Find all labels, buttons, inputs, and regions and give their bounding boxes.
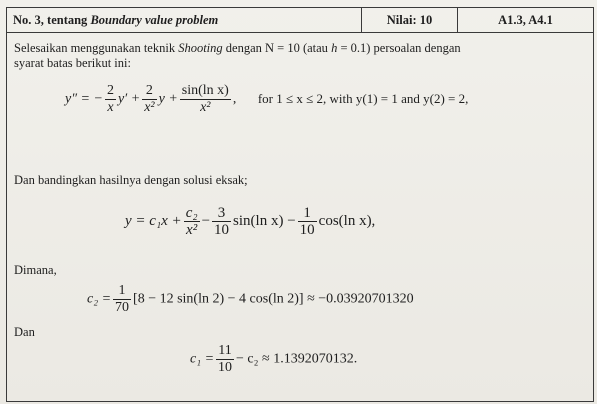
ode-frac-3-den: x² — [200, 100, 211, 115]
exact-minus: − — [201, 212, 211, 229]
where-text: Dimana, — [14, 263, 57, 277]
ode-frac-1-num: 2 — [106, 83, 114, 98]
intro-paragraph — [14, 41, 461, 71]
intro-text-2: dengan N = 10 (atau — [222, 41, 332, 55]
problem-body — [7, 33, 594, 402]
exact-lhs: y = c₁x + — [125, 212, 182, 229]
ode-equation — [65, 83, 468, 116]
exact-frac-2-num: 3 — [212, 205, 231, 222]
exact-frac-2 — [212, 205, 231, 238]
ode-frac-3-num: sin(ln x) — [181, 83, 229, 98]
intro-text-3: = 0.1) persoalan dengan — [337, 41, 461, 55]
compare-text: Dan bandingkan hasilnya dengan solusi eksak; — [14, 173, 248, 187]
codes-cell: A1.3, A4.1 — [458, 8, 594, 33]
c1-rhs: − c₂ ≈ 1.1392070132. — [236, 351, 358, 367]
c2-rhs: [8 − 12 sin(ln 2) − 4 cos(ln 2)] ≈ −0.03920701320 — [133, 291, 414, 307]
problem-topic: Boundary value problem — [90, 12, 219, 27]
c2-frac-den: 70 — [115, 300, 130, 315]
c2-equation — [87, 283, 414, 316]
ode-frac-1 — [105, 83, 116, 116]
ode-boundary-conditions: for 1 ≤ x ≤ 2, with y(1) = 1 and y(2) = 2, — [257, 90, 469, 106]
ode-term-1: y′ + — [117, 91, 141, 107]
ode-frac-3 — [180, 83, 231, 116]
exact-term-2: sin(ln x) − — [233, 212, 296, 229]
c2-frac — [113, 283, 131, 316]
c1-frac-num: 11 — [216, 343, 234, 360]
ode-frac-2 — [142, 83, 156, 116]
ode-comma: , — [232, 91, 237, 107]
c2-lhs: c₂ = — [87, 291, 112, 307]
ode-term-2: y + — [158, 91, 178, 107]
exact-frac-3-den: 10 — [299, 222, 315, 238]
c2-frac-num: 1 — [113, 283, 131, 300]
ode-lhs: y″ = − — [65, 91, 103, 107]
c1-frac — [216, 343, 234, 376]
exact-frac-2-den: 10 — [214, 222, 230, 238]
intro-text-4: syarat batas berikut ini: — [14, 56, 131, 70]
exact-frac-1-den: x² — [186, 222, 198, 238]
c1-frac-den: 10 — [218, 360, 233, 375]
problem-label: No. 3, tentang — [13, 12, 91, 27]
exact-frac-1 — [184, 205, 200, 238]
header-row — [7, 8, 594, 33]
exact-solution — [125, 205, 375, 238]
score-cell: Nilai: 10 — [362, 8, 458, 33]
c1-equation — [190, 343, 357, 376]
intro-shooting: Shooting — [178, 41, 223, 55]
problem-table — [6, 7, 594, 402]
c1-lhs: c₁ = — [190, 351, 215, 367]
exact-frac-1-num: c₂ — [185, 205, 198, 221]
ode-frac-2-num: 2 — [142, 83, 156, 100]
exact-term-3: cos(ln x), — [318, 212, 376, 229]
intro-text-1: Selesaikan menggunakan teknik — [14, 41, 179, 55]
exact-frac-3-num: 1 — [298, 205, 317, 222]
ode-frac-1-den: x — [107, 100, 114, 115]
ode-frac-2-den: x² — [144, 100, 155, 115]
intro-h: h — [331, 41, 338, 55]
and-text: Dan — [14, 325, 35, 339]
problem-title-cell — [7, 8, 362, 33]
exact-frac-3 — [298, 205, 317, 238]
